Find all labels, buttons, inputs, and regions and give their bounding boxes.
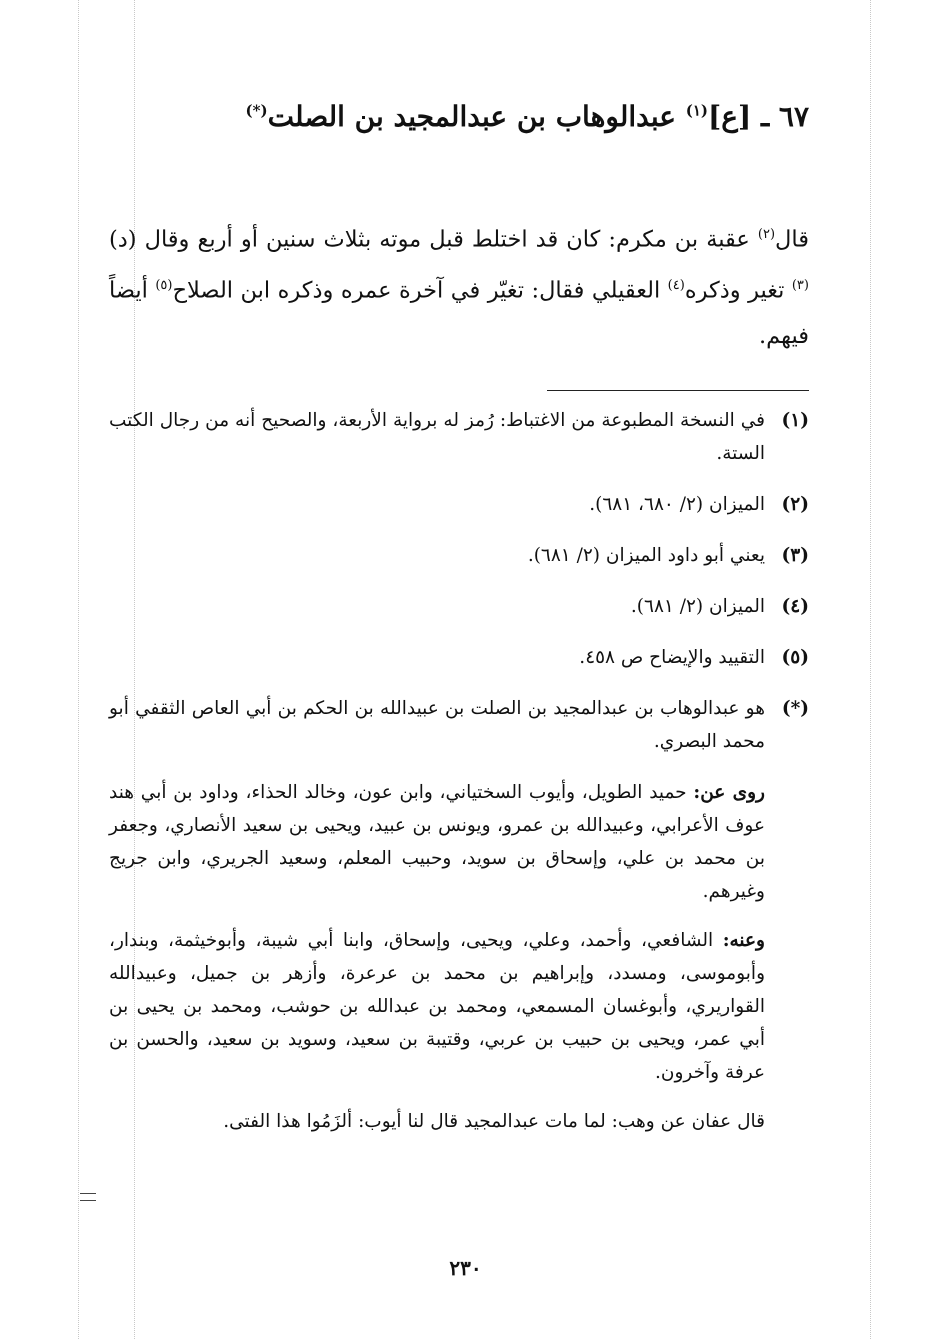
body-text: عقبة بن مكرم: كان قد اختلط قبل موته بثلاث سنين أو أربع وقال (د) bbox=[109, 226, 758, 253]
narrated-by-heading: وعنه: bbox=[722, 930, 765, 951]
footnote-number: (٢) bbox=[781, 494, 809, 515]
footnote-separator bbox=[547, 390, 809, 391]
footnote bbox=[109, 590, 809, 623]
footnote-text: الميزان (٢/ ٦٨٠، ٦٨١). bbox=[589, 494, 765, 515]
body-text: تغير وذكره bbox=[684, 277, 792, 303]
footnote-ref: (٥) bbox=[155, 277, 173, 293]
entry-code-ref: (١) bbox=[685, 101, 709, 120]
entry-name: عبدالوهاب بن عبدالمجيد بن الصلت bbox=[267, 100, 676, 133]
entry-title bbox=[109, 100, 809, 133]
scan-dotted-line bbox=[78, 0, 79, 1339]
entry-code: [ع] bbox=[708, 100, 752, 133]
footnote bbox=[109, 692, 809, 758]
footnote-number: (١) bbox=[781, 410, 809, 431]
entry-number: ٦٧ bbox=[778, 100, 809, 133]
footnote-ref: (٣) bbox=[791, 277, 809, 293]
footnote-number: (٤) bbox=[781, 596, 809, 617]
footnote-number: (*) bbox=[781, 698, 809, 719]
footnote bbox=[109, 641, 809, 674]
footnote-text: هو عبدالوهاب بن عبدالمجيد بن الصلت بن عبيدالله بن الحكم بن أبي العاص الثقفي أبو محمد البصري. bbox=[109, 698, 765, 752]
footnote bbox=[109, 488, 809, 521]
narrated-by-paragraph bbox=[109, 924, 765, 1089]
footnote-ref: (٢) bbox=[757, 227, 776, 242]
footnote-ref: (٤) bbox=[667, 277, 685, 293]
footnote-text: الميزان (٢/ ٦٨١). bbox=[630, 596, 765, 617]
narrated-from-heading: روى عن: bbox=[693, 782, 765, 803]
body-text: أيضاً فيهم. bbox=[109, 277, 809, 349]
footnote-text: التقييد والإيضاح ص ٤٥٨. bbox=[579, 647, 765, 668]
footnote-number: (٥) bbox=[781, 647, 809, 668]
quote-paragraph bbox=[109, 1105, 765, 1138]
scan-dotted-line bbox=[870, 0, 871, 1339]
footnote bbox=[109, 539, 809, 572]
footnote-number: (٣) bbox=[781, 545, 809, 566]
footnote bbox=[109, 404, 809, 470]
margin-mark bbox=[80, 1193, 96, 1201]
entry-dash: ـ bbox=[760, 100, 770, 133]
footnote-text: في النسخة المطبوعة من الاغتباط: رُمز له برواية الأربعة، والصحيح أنه من رجال الكتب الستة. bbox=[109, 410, 765, 464]
body-text: العقيلي فقال: تغيّر في آخرة عمره وذكره ابن الصلاح bbox=[172, 277, 668, 303]
footnote-text: يعني أبو داود الميزان (٢/ ٦٨١). bbox=[527, 545, 765, 566]
narrated-from-paragraph bbox=[109, 776, 765, 908]
body-text: قال bbox=[775, 226, 809, 253]
entry-star-ref: (*) bbox=[245, 101, 268, 120]
footnotes bbox=[109, 404, 809, 1154]
narrated-by-text: الشافعي، وأحمد، وعلي، ويحيى، وإسحاق، وابنا أبي شيبة، وأبوخيثمة، وبندار، وأبوموسى، ومسدد، وإبراهيم بن محمد بن عرعرة، وأزهر بن جميل، وعبيدالله القواريري، وأبوغسان المسمعي، ومحمد بن عبدالله بن حوشب، ومحمد بن يحيى بن أبي عمر، ويحيى بن حبيب بن عربي، وقتيبة بن سعيد، وسويد بن سعيد، والحسن بن عرفة وآخرون. bbox=[109, 930, 765, 1083]
body-paragraph bbox=[109, 212, 809, 359]
quote-text: قال عفان عن وهب: لما مات عبدالمجيد قال لنا أيوب: ألزَمُوا هذا الفتى. bbox=[223, 1111, 765, 1132]
narrated-from-text: حميد الطويل، وأيوب السختياني، وابن عون، وخالد الحذاء، وداود بن أبي هند عوف الأعرابي، وعبيدالله بن عمرو، ويونس بن عبيد، ويحيى بن سعيد الأنصاري، وجعفر بن محمد بن علي، وإسحاق بن سويد، وحبيب المعلم، وسعيد الجريري، وابن جريج وغيرهم. bbox=[109, 782, 765, 902]
page-number: ٢٣٠ bbox=[449, 1256, 482, 1280]
